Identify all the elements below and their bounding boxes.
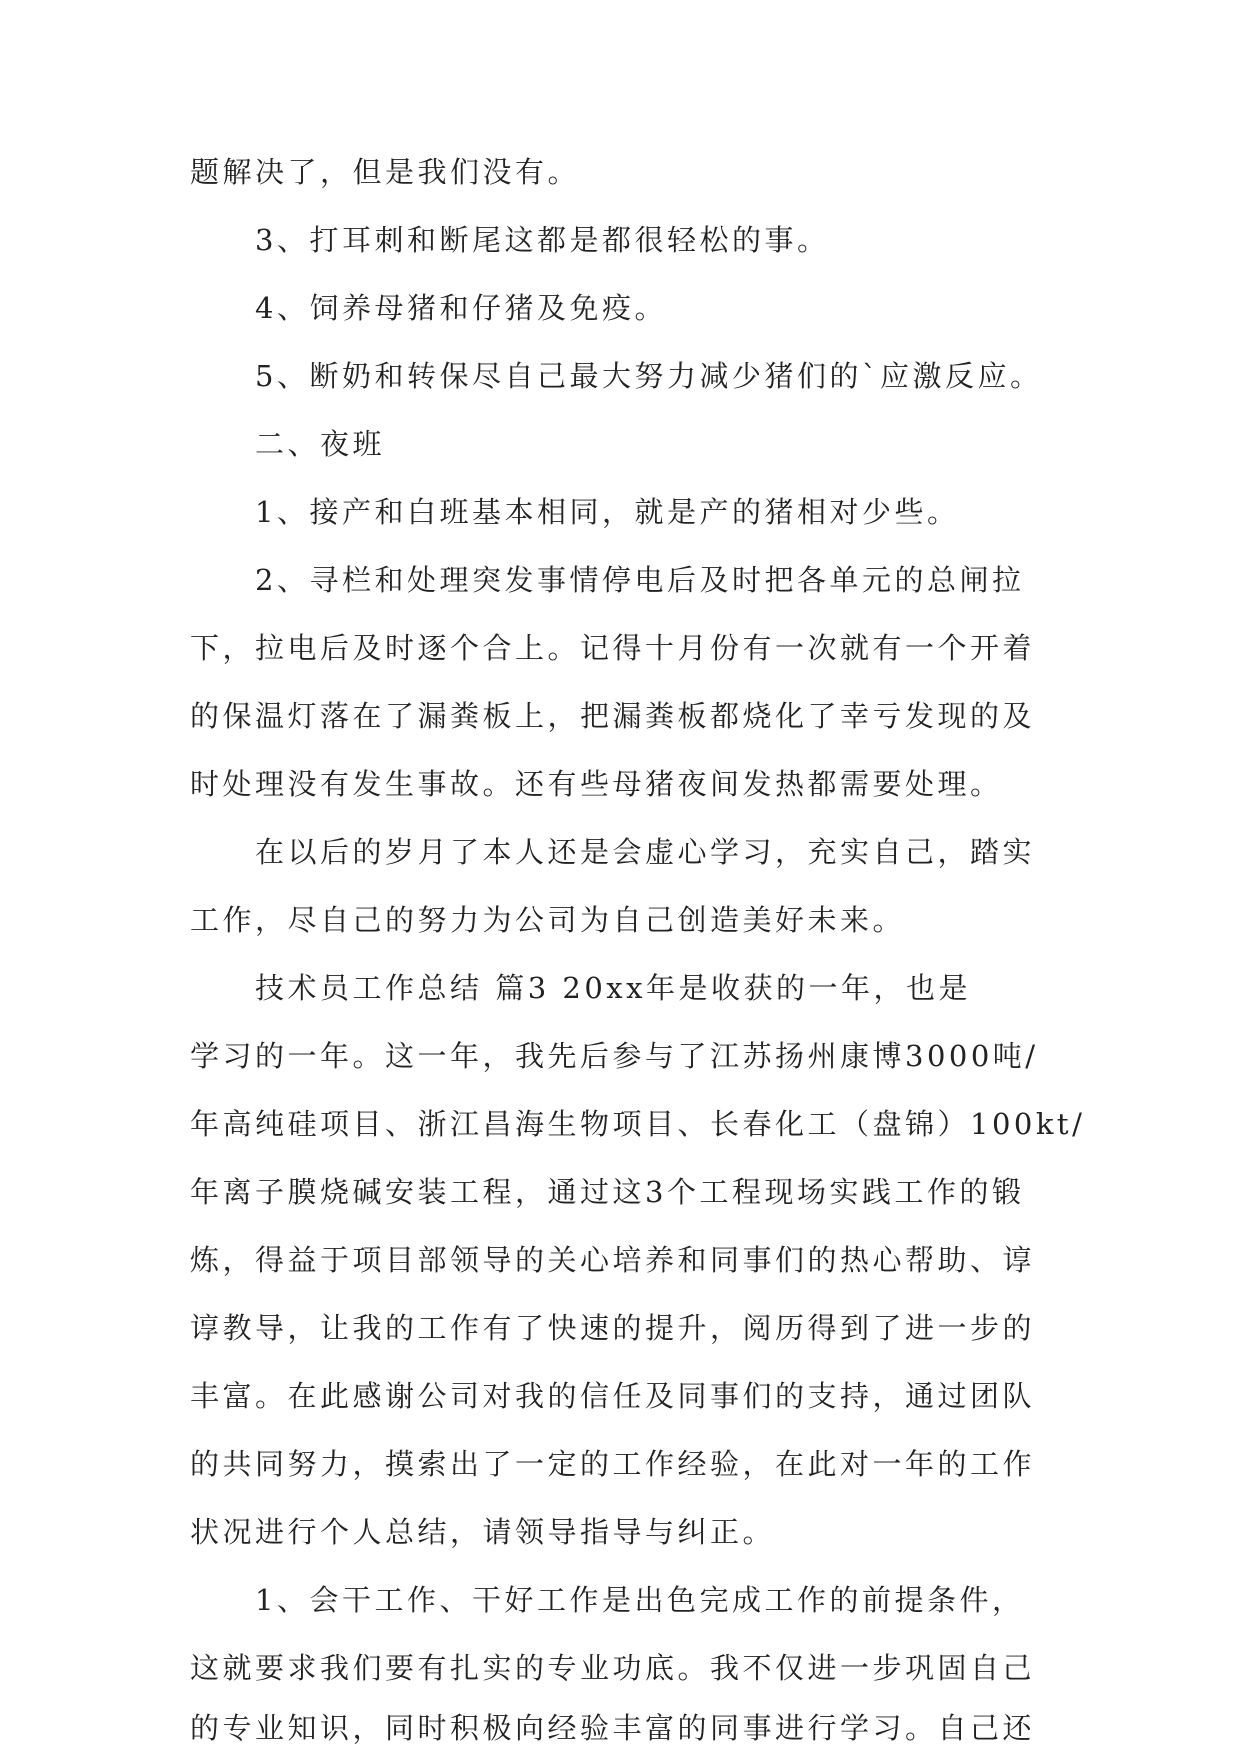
paragraph-line: 1、接产和白班基本相同，就是产的猪相对少些。 [255,495,960,529]
paragraph-line: 状况进行个人总结，请领导指导与纠正。 [190,1515,776,1549]
paragraph-line: 题解决了，但是我们没有。 [190,155,581,189]
paragraph-line: 技术员工作总结 篇3 20xx年是收获的一年，也是 [255,971,971,1005]
paragraph-line: 的共同努力，摸索出了一定的工作经验，在此对一年的工作 [190,1447,1036,1481]
paragraph-line: 炼，得益于项目部领导的关心培养和同事们的热心帮助、谆 [190,1243,1036,1277]
paragraph-line: 的专业知识，同时积极向经验丰富的同事进行学习。自己还 [190,1711,1036,1745]
section-heading: 二、夜班 [255,427,386,461]
paragraph-line: 这就要求我们要有扎实的专业功底。我不仅进一步巩固自己 [190,1651,1036,1685]
paragraph-line: 年离子膜烧碱安装工程，通过这3个工程现场实践工作的锻 [190,1175,1025,1209]
paragraph-line: 下，拉电后及时逐个合上。记得十月份有一次就有一个开着 [190,631,1036,665]
paragraph-line: 3、打耳刺和断尾这都是都很轻松的事。 [255,223,830,257]
paragraph-line: 4、饲养母猪和仔猪及免疫。 [255,291,667,325]
paragraph-line: 5、断奶和转保尽自己最大努力减少猪们的`应激反应。 [255,359,1043,393]
paragraph-line: 谆教导，让我的工作有了快速的提升，阅历得到了进一步的 [190,1311,1036,1345]
paragraph-line: 1、会干工作、干好工作是出色完成工作的前提条件， [255,1583,1025,1617]
paragraph-line: 的保温灯落在了漏粪板上，把漏粪板都烧化了幸亏发现的及 [190,699,1036,733]
paragraph-line: 时处理没有发生事故。还有些母猪夜间发热都需要处理。 [190,767,1003,801]
paragraph-line: 工作，尽自己的努力为公司为自己创造美好未来。 [190,903,906,937]
paragraph-line: 2、寻栏和处理突发事情停电后及时把各单元的总闸拉 [255,563,1025,597]
paragraph-line: 丰富。在此感谢公司对我的信任及同事们的支持，通过团队 [190,1379,1036,1413]
paragraph-line: 学习的一年。这一年，我先后参与了江苏扬州康博3000吨/ [190,1039,1039,1073]
paragraph-line: 在以后的岁月了本人还是会虚心学习，充实自己，踏实 [255,835,1036,869]
paragraph-line: 年高纯硅项目、浙江昌海生物项目、长春化工（盘锦）100kt/ [190,1107,1086,1141]
